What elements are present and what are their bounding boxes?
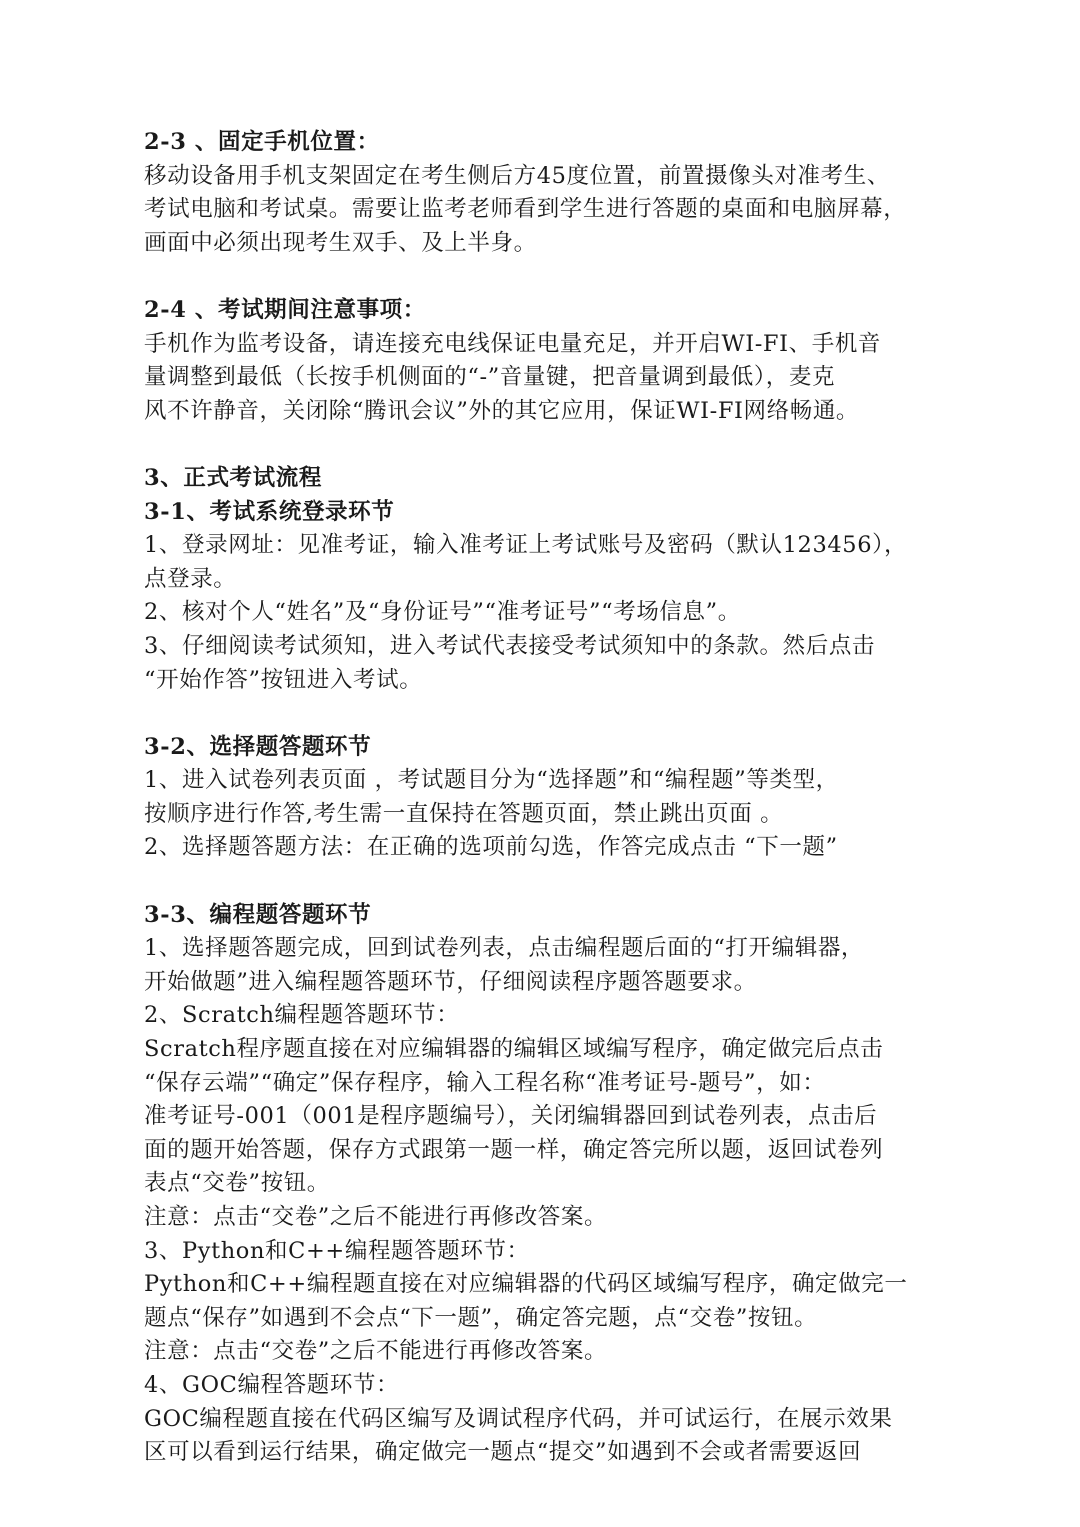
section-heading-3-1: 3-1、考试系统登录环节 — [144, 498, 395, 525]
paragraph-line: 2、选择题答题方法：在正确的选项前勾选，作答完成点击 “下一题” — [144, 834, 838, 861]
paragraph-gap — [144, 865, 964, 899]
paragraph-line: 区可以看到运行结果，确定做完一题点“提交”如遇到不会或者需要返回 — [144, 1439, 862, 1466]
section-heading-2-4: 2-4 、考试期间注意事项： — [144, 296, 426, 323]
paragraph-line: 注意：点击“交卷”之后不能进行再修改答案。 — [144, 1204, 608, 1230]
paragraph-line: Python和C++编程题直接在对应编辑器的代码区域编写程序，确定做完一 — [144, 1271, 908, 1298]
paragraph-gap — [144, 697, 964, 731]
paragraph-line: GOC编程题直接在代码区编写及调试程序代码，并可试运行，在展示效果 — [144, 1405, 893, 1432]
paragraph-line: 面的题开始答题，保存方式跟第一题一样，确定答完所以题，返回试卷列 — [144, 1136, 884, 1163]
section-heading-3-3: 3-3、编程题答题环节 — [144, 901, 372, 928]
paragraph-line: 按顺序进行作答,考生需一直保持在答题页面，禁止跳出页面 。 — [144, 800, 784, 827]
paragraph-line: 画面中必须出现考生双手、及上半身。 — [144, 229, 537, 256]
paragraph-line: 4、GOC编程答题环节： — [144, 1371, 400, 1398]
paragraph-line: 2、核对个人“姓名”及“身份证号”“准考证号”“考场信息”。 — [144, 599, 741, 626]
paragraph-line: 2、Scratch编程题答题环节： — [144, 1002, 460, 1029]
paragraph-line: 1、进入试卷列表页面 ，考试题目分为“选择题”和“编程题”等类型， — [144, 767, 839, 794]
paragraph-line: 风不许静音，关闭除“腾讯会议”外的其它应用，保证WI-FI网络畅通。 — [144, 397, 860, 424]
paragraph-line: “开始作答”按钮进入考试。 — [144, 666, 423, 693]
paragraph-line: 题点“保存”如遇到不会点“下一题”，确定答完题，点“交卷”按钮。 — [144, 1304, 818, 1331]
paragraph-line: Scratch程序题直接在对应编辑器的编辑区域编写程序，确定做完后点击 — [144, 1036, 884, 1063]
paragraph-line: 考试电脑和考试桌。需要让监考老师看到学生进行答题的桌面和电脑屏幕， — [144, 196, 907, 223]
paragraph-line: 1、选择题答题完成，回到试卷列表，点击编程题后面的“打开编辑器， — [144, 935, 865, 962]
paragraph-line: 开始做题”进入编程题答题环节，仔细阅读程序题答题要求。 — [144, 968, 757, 995]
section-heading-3: 3、正式考试流程 — [144, 464, 322, 491]
paragraph-line: 点登录。 — [144, 565, 237, 592]
paragraph-gap — [144, 260, 964, 294]
section-heading-3-2: 3-2、选择题答题环节 — [144, 733, 372, 760]
paragraph-line: “保存云端”“确定”保存程序，输入工程名称“准考证号-题号”，如： — [144, 1069, 826, 1096]
paragraph-gap — [144, 428, 964, 462]
paragraph-line: 手机作为监考设备，请连接充电线保证电量充足，并开启WI-FI、手机音 — [144, 330, 882, 357]
paragraph-line: 注意：点击“交卷”之后不能进行再修改答案。 — [144, 1338, 608, 1365]
paragraph-line: 表点“交卷”按钮。 — [144, 1170, 330, 1197]
paragraph-line: 移动设备用手机支架固定在考生侧后方45度位置，前置摄像头对准考生、 — [144, 162, 890, 189]
paragraph-line: 量调整到最低（长按手机侧面的“-”音量键，把音量调到最低），麦克 — [144, 364, 836, 391]
paragraph-line: 准考证号-001（001是程序题编号），关闭编辑器回到试卷列表，点击后 — [144, 1103, 878, 1130]
paragraph-line: 1、登录网址：见准考证，输入准考证上考试账号及密码（默认123456）， — [144, 532, 908, 559]
paragraph-line: 3、Python和C++编程题答题环节： — [144, 1237, 530, 1264]
document-body — [144, 126, 964, 1470]
section-heading-2-3: 2-3 、固定手机位置： — [144, 129, 380, 155]
paragraph-line: 3、仔细阅读考试须知，进入考试代表接受考试须知中的条款。然后点击 — [144, 632, 876, 659]
